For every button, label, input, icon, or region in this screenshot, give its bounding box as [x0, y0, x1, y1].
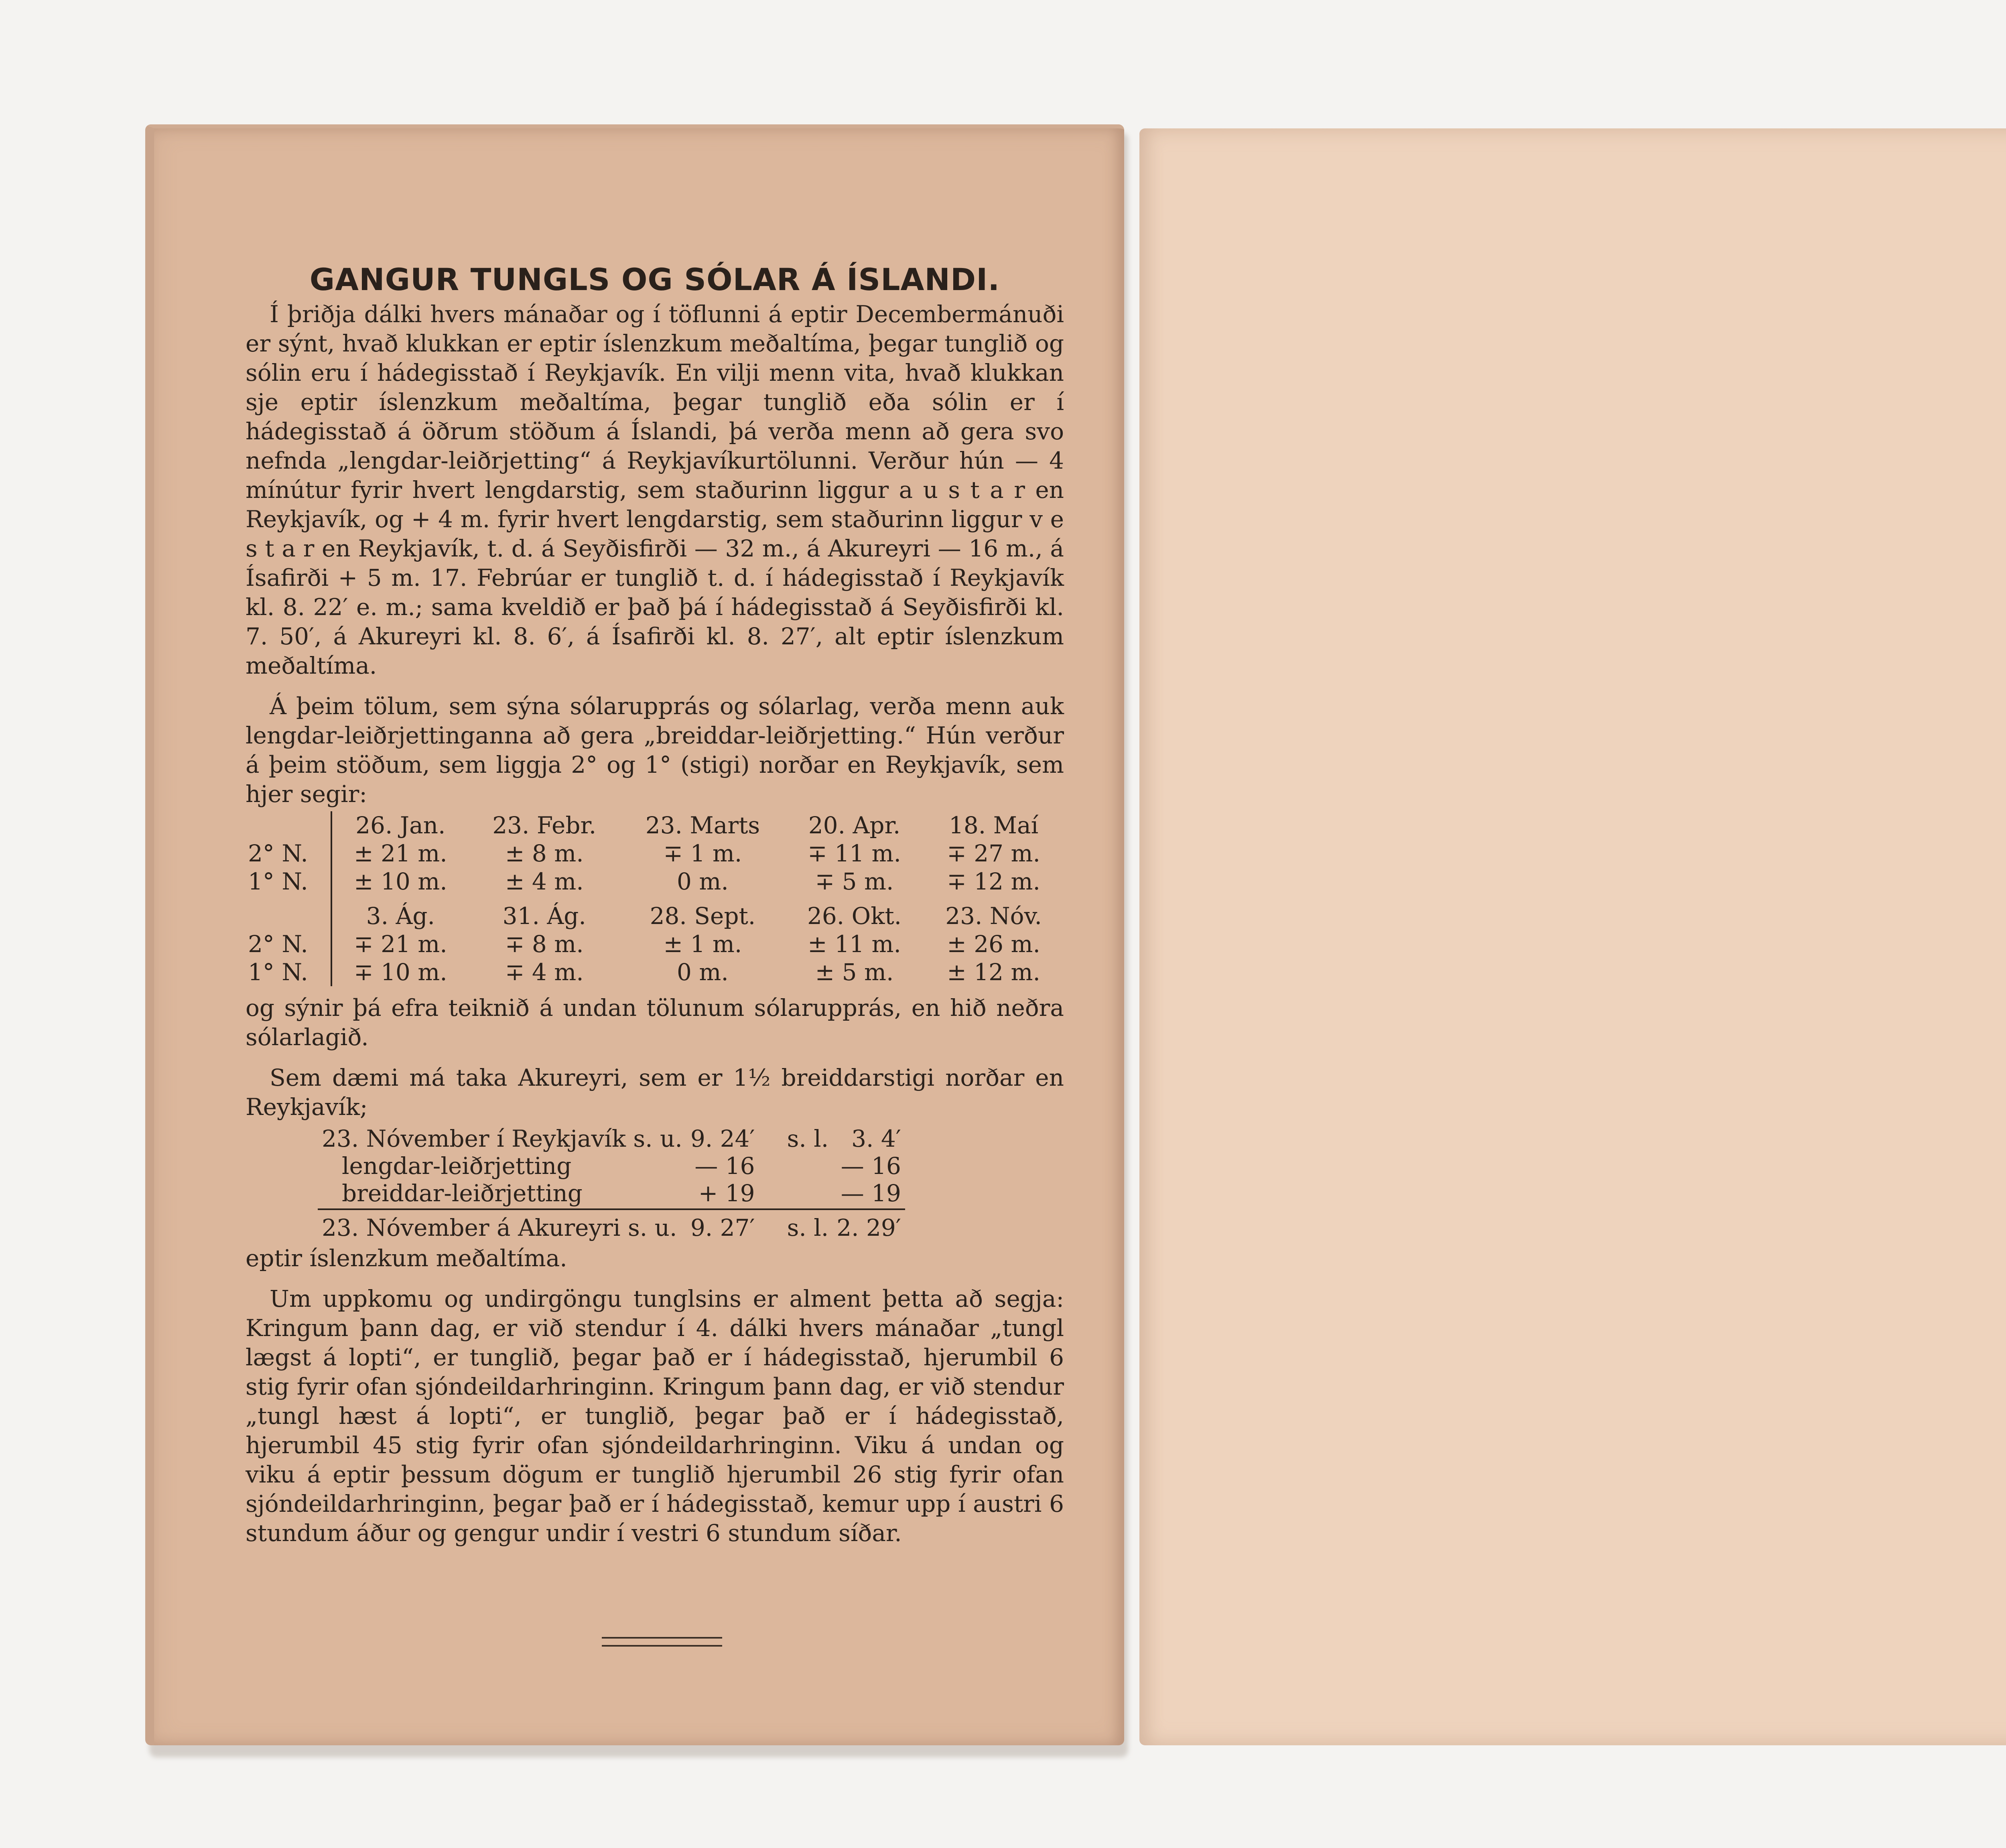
example-sunrise: 9. 24′ [690, 1125, 755, 1152]
table-row [246, 867, 1064, 896]
table-row [246, 930, 1064, 958]
example-sunrise: + 19 [698, 1180, 755, 1207]
example-result-row [318, 1214, 905, 1241]
paragraph-intro: Í þriðja dálki hvers mánaðar og í töflunni á eptir Decembermánuði er sýnt, hvað klukkan er eptir íslenzkum meðaltíma, þegar tunglið og sólin eru í hádegisstað í Reykjavík. En vilji menn vita, hvað klukkan sje eptir íslenzkum meðaltíma, þegar tunglið eða sólin er í hádegisstað á öðrum stöðum á Íslandi, þá verða menn að gera svo nefnda „lengdar-leiðrjetting“ á Reykjavíkurtölunni. Verður hún — 4 mínútur fyrir hvert lengdarstig, sem staðurinn liggur a u s t a r en Reykjavík, og + 4 m. fyrir hvert lengdarstig, sem staðurinn liggur v e s t a r en Reykjavík, t. d. á Seyðisfirði — 32 m., á Akureyri — 16 m., á Ísafirði + 5 m. 17. Febrúar er tunglið t. d. í hádegisstað í Reykjavík kl. 8. 22′ e. m.; sama kveldið er það þá í hádegisstað á Seyðisfirði kl. 7. 50′, á Akureyri kl. 8. 6′, á Ísafirði kl. 8. 27′, alt eptir íslenzkum meðaltíma. [246, 301, 1064, 679]
example-label: 23. Nóvember á Akureyri s. u. [322, 1214, 677, 1241]
table-cell: ∓ 1 m. [663, 840, 742, 867]
paragraph-signs: og sýnir þá efra teiknið á undan tölunum sólarupprás, en hið neðra sólarlagið. [246, 994, 1064, 1051]
table-header: 20. Apr. [808, 812, 901, 839]
example-table [318, 1125, 905, 1241]
example-sunset: 2. 29′ [837, 1214, 901, 1241]
paragraph-example-intro: Sem dæmi má taka Akureyri, sem er 1½ breiddarstigi norðar en Reykjavík; [246, 1064, 1064, 1121]
table-cell: ± 1 m. [663, 930, 742, 958]
example-sum-rule [318, 1207, 905, 1214]
table-cell: ∓ 10 m. [353, 959, 447, 986]
table-header: 31. Ág. [502, 902, 586, 930]
example-sunset-prefix [759, 1152, 833, 1180]
example-sunset: — 19 [841, 1180, 901, 1207]
table-cell: ∓ 27 m. [947, 840, 1040, 867]
latitude-correction-table [246, 811, 1064, 986]
table-cell: ± 11 m. [808, 930, 901, 958]
table-header-row [246, 896, 1064, 930]
table-cell: ± 21 m. [353, 840, 447, 867]
example-label: breiddar-leiðrjetting [342, 1180, 583, 1207]
page-title: GANGUR TUNGLS OG SÓLAR Á ÍSLANDI. [309, 262, 1000, 297]
table-header: 26. Okt. [807, 902, 902, 930]
table-header: 23. Marts [645, 812, 760, 839]
table-header: 18. Maí [948, 812, 1039, 839]
example-sunset: — 16 [841, 1152, 901, 1180]
table-cell: ± 10 m. [353, 868, 447, 895]
table-cell: ∓ 11 m. [808, 840, 901, 867]
example-sunrise: 9. 27′ [690, 1214, 755, 1241]
paragraph-example-outro: eptir íslenzkum meðaltíma. [246, 1245, 567, 1272]
example-sunset-prefix: s. l. [787, 1214, 829, 1241]
table-cell: ± 4 m. [505, 868, 584, 895]
table-cell: ± 26 m. [947, 930, 1040, 958]
table-cell: ± 5 m. [815, 959, 894, 986]
example-sunrise: — 16 [694, 1152, 755, 1180]
example-sunset: 3. 4′ [851, 1125, 901, 1152]
ornamental-rule [602, 1637, 722, 1647]
paragraph-moon: Um uppkomu og undirgöngu tunglsins er alment þetta að segja: Kringum þann dag, er við stendur í 4. dálki hvers mánaðar „tungl lægst á lopti“, er tunglið, þegar það er í hádegisstað, hjerumbil 6 stig fyrir ofan sjóndeildarhringinn. Kringum þann dag, er við stendur „tungl hæst á lopti“, er tunglið, þegar það er í hádegisstað, hjerumbil 45 stig fyrir ofan sjóndeildarhringinn. Viku á undan og viku á eptir þessum dögum er tunglið hjerumbil 26 stig fyrir ofan sjóndeildarhringinn, þegar það er í hádegisstað, kemur upp í austri 6 stundum áður og gengur undir í vestri 6 stundum síðar. [246, 1285, 1064, 1547]
table-cell: ± 8 m. [505, 840, 584, 867]
table-cell: ∓ 8 m. [505, 930, 584, 958]
row-label: 2° N. [246, 839, 331, 867]
table-row [246, 839, 1064, 867]
table-header-row [246, 811, 1064, 839]
example-row [318, 1180, 905, 1207]
row-label: 1° N. [246, 958, 331, 986]
table-cell: 0 m. [677, 868, 729, 895]
table-cell: ± 12 m. [947, 959, 1040, 986]
table-cell: ∓ 4 m. [505, 959, 584, 986]
paragraph-latitude: Á þeim tölum, sem sýna sólarupprás og sólarlag, verða menn auk lengdar-leiðrjettinganna að gera „breiddar-leiðrjetting.“ Hún verður á þeim stöðum, sem liggja 2° og 1° (stigi) norðar en Reykjavík, sem hjer segir: [246, 692, 1064, 808]
row-label: 2° N. [246, 930, 331, 958]
right-page-blank [1139, 128, 2006, 1745]
example-row [318, 1125, 905, 1152]
example-sunset-prefix [759, 1180, 833, 1207]
table-header: 26. Jan. [355, 812, 446, 839]
example-row [318, 1152, 905, 1180]
table-header: 3. Ág. [366, 902, 435, 930]
table-cell: ∓ 5 m. [815, 868, 894, 895]
example-label: 23. Nóvember í Reykjavík s. u. [322, 1125, 682, 1152]
left-page-text [246, 262, 1064, 1559]
table-cell: ∓ 21 m. [353, 930, 447, 958]
table-cell: 0 m. [677, 959, 729, 986]
example-sunset-prefix: s. l. [787, 1125, 829, 1152]
table-header: 23. Nóv. [945, 902, 1042, 930]
table-header: 23. Febr. [492, 812, 597, 839]
table-header: 28. Sept. [650, 902, 756, 930]
table-cell: ∓ 12 m. [947, 868, 1040, 895]
example-label: lengdar-leiðrjetting [342, 1152, 572, 1180]
row-label: 1° N. [246, 867, 331, 896]
table-row [246, 958, 1064, 986]
